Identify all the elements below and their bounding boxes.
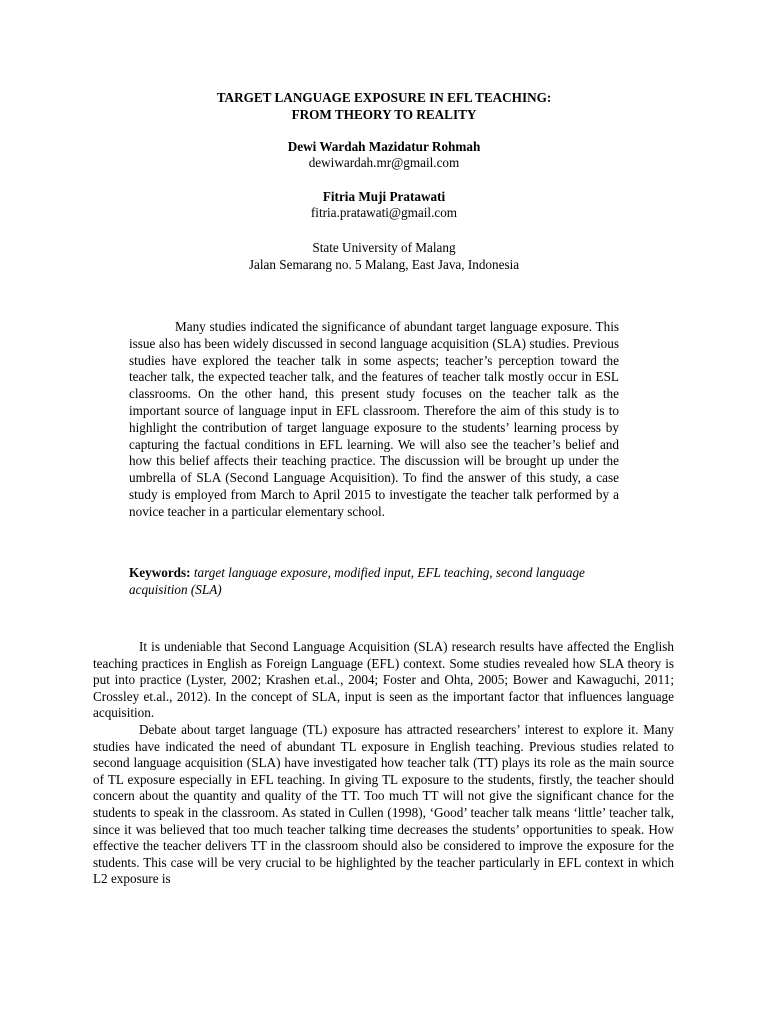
affiliation: [0, 240, 768, 273]
paper-title: [0, 89, 768, 123]
title-line-2: FROM THEORY TO REALITY: [291, 107, 477, 122]
abstract: [129, 319, 619, 521]
institution: State University of Malang: [312, 240, 456, 255]
title-line-1: TARGET LANGUAGE EXPOSURE IN EFL TEACHING:: [216, 90, 552, 105]
author-email: dewiwardah.mr@gmail.com: [308, 155, 460, 170]
body-text: [93, 639, 674, 888]
address: Jalan Semarang no. 5 Malang, East Java, Indonesia: [248, 256, 520, 272]
body-paragraph-2: Debate about target language (TL) exposure has attracted researchers’ interest to explore it. Many studies have indicated the need of abundant TL exposure in English teaching. Previous studies related to second language acquisition (SLA) have investigated how teacher talk (TT) plays its role as the main source of TL exposure especially in EFL teaching. In giving TL exposure to the students, firstly, the teacher should concern about the quantity and quality of the TT. Too much TT will not give the significant chance for the students to speak in the classroom. As stated in Cullen (1998), ‘Good’ teacher talk means ‘little’ teacher talk, since it was believed that too much teacher talking time decreases the students’ opportunities to speak. How effective the teacher delivers TT in the classroom should also be considered to improve the exposure for the students. This case will be very crucial to be highlighted by the teacher particularly in EFL context in which L2 exposure is: [93, 721, 674, 887]
author-block-2: [0, 189, 768, 221]
keywords: [129, 565, 619, 598]
abstract-text: Many studies indicated the significance of abundant target language exposure. This issue also has been widely discussed in second language acquisition (SLA) studies. Previous studies have explored the teacher talk in some aspects; teacher’s perception toward the teacher talk, the expected teacher talk, and the features of teacher talk mostly occur in ESL classrooms. On the other hand, this present study focuses on the teacher talk as the important source of language input in EFL classroom. Therefore the aim of this study is to highlight the contribution of target language exposure to the students’ learning process by capturing the factual conditions in EFL learning. We will also see the teacher’s belief and how this belief affects their teaching practice. The discussion will be brought up under the umbrella of SLA (Second Language Acquisition). To find the answer of this study, a case study is employed from March to April 2015 to investigate the teacher talk performed by a novice teacher in a particular elementary school.: [129, 319, 619, 519]
keywords-text: target language exposure, modified input, EFL teaching, second language acquisition (SLA): [129, 565, 585, 597]
body-paragraph-1: It is undeniable that Second Language Acquisition (SLA) research results have affected the English teaching practices in English as Foreign Language (EFL) context. Some studies revealed how SLA theory is put into practice (Lyster, 2002; Krashen et.al., 2004; Foster and Ohta, 2005; Bower and Kawaguchi, 2011; Crossley et.al., 2012). In the concept of SLA, input is seen as the important factor that influences language acquisition.: [93, 639, 674, 721]
keywords-label: Keywords:: [129, 565, 191, 580]
author-name: Fitria Muji Pratawati: [322, 189, 446, 204]
author-email: fitria.pratawati@gmail.com: [310, 205, 458, 220]
author-name: Dewi Wardah Mazidatur Rohmah: [287, 139, 481, 154]
author-block-1: [0, 139, 768, 171]
